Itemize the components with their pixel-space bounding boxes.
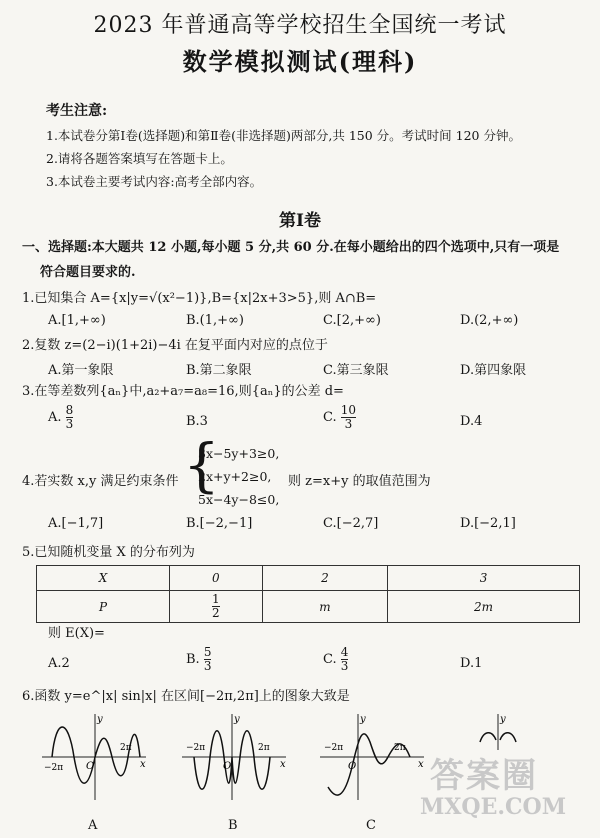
- q4-option-a: A.[−1,7]: [48, 516, 104, 531]
- question-4-tail: 则 z=x+y 的取值范围为: [288, 474, 431, 489]
- graph-c: [318, 712, 428, 802]
- question-4-stem: 4.若实数 x,y 满足约束条件: [22, 474, 179, 489]
- constraint-1: 3x−5y+3≥0,: [198, 446, 280, 461]
- q3-option-c: [323, 404, 356, 431]
- fraction-numerator: 8: [65, 403, 74, 417]
- q1-option-c: C.[2,+∞): [323, 313, 381, 328]
- q2-option-d: D.第四象限: [460, 363, 527, 378]
- q3-option-a-prefix: A.: [48, 410, 62, 425]
- constraint-2: 2x+y+2≥0,: [198, 469, 272, 484]
- q3-option-d: D.4: [460, 414, 483, 429]
- q4-option-d: D.[−2,1]: [460, 516, 516, 531]
- table-cell: 2m: [388, 591, 580, 623]
- table-cell: X: [37, 566, 170, 591]
- q5-option-b-fraction: [204, 646, 212, 673]
- notice-item-1: 1.本试卷分第Ⅰ卷(选择题)和第Ⅱ卷(非选择题)两部分,共 150 分。考试时间 120 分钟。: [46, 128, 521, 143]
- table-cell: P: [37, 591, 170, 623]
- graph-a: [40, 712, 150, 802]
- table-row: [37, 566, 580, 591]
- q5-option-b: [186, 646, 211, 673]
- question-3: 3.在等差数列{aₙ}中,a₂+a₇=a₈=16,则{aₙ}的公差 d=: [22, 384, 344, 399]
- q5-option-d: D.1: [460, 656, 483, 671]
- question-5-expectation: 则 E(X)=: [48, 626, 105, 641]
- q5-option-c: [323, 646, 348, 673]
- q3-option-a: [48, 404, 73, 431]
- fraction-denominator: 2: [212, 606, 220, 620]
- origin-label: O: [348, 761, 357, 772]
- table-cell: 2: [262, 566, 387, 591]
- notice-item-3: 3.本试卷主要考试内容:高考全部内容。: [46, 174, 263, 189]
- table-cell: 0: [170, 566, 263, 591]
- constraint-3: 5x−4y−8≤0,: [198, 492, 280, 507]
- fraction-denominator: 3: [341, 417, 356, 431]
- section-title: 第Ⅰ卷: [279, 211, 321, 231]
- watermark-logo: 答案圈: [430, 756, 538, 796]
- q5-option-a: A.2: [48, 656, 70, 671]
- notice-item-2: 2.请将各题答案填写在答题卡上。: [46, 151, 233, 166]
- fraction-denominator: 3: [340, 659, 349, 673]
- notice-title: 考生注意:: [46, 103, 108, 119]
- question-5: 5.已知随机变量 X 的分布列为: [22, 545, 195, 560]
- q3-option-a-fraction: [66, 404, 74, 431]
- question-6: 6.函数 y=e^|x| sin|x| 在区间[−2π,2π]上的图象大致是: [22, 689, 350, 704]
- pos-2pi-label: 2π: [258, 743, 270, 753]
- x-label: x: [280, 759, 286, 770]
- table-row: [37, 591, 580, 623]
- q3-option-c-prefix: C.: [323, 410, 337, 425]
- q2-option-b: B.第二象限: [186, 363, 252, 378]
- x-label: x: [140, 759, 146, 770]
- brace-icon: {: [183, 431, 220, 499]
- q5-option-c-prefix: C.: [323, 652, 337, 667]
- exam-subtitle: 数学模拟测试(理科): [182, 47, 418, 76]
- curve: [52, 727, 140, 783]
- x-label: x: [418, 759, 424, 770]
- q1-option-b: B.(1,+∞): [186, 313, 244, 328]
- q4-option-c: C.[−2,7]: [323, 516, 379, 531]
- watermark-site: MXQE.COM: [420, 794, 567, 820]
- q4-option-b: B.[−2,−1]: [186, 516, 253, 531]
- origin-label: O: [86, 761, 95, 772]
- fraction-numerator: 1: [212, 592, 220, 606]
- y-label: y: [500, 714, 506, 725]
- graph-c-label: C: [366, 818, 376, 833]
- y-label: y: [97, 714, 103, 725]
- pos-2pi-label: 2π: [394, 743, 406, 753]
- distribution-table: [36, 565, 580, 623]
- fraction-numerator: 4: [340, 645, 349, 659]
- fraction-numerator: 10: [340, 403, 357, 417]
- table-cell: m: [262, 591, 387, 623]
- fraction-denominator: 3: [65, 417, 74, 431]
- fraction-numerator: 5: [203, 645, 212, 659]
- q1-option-d: D.(2,+∞): [460, 313, 519, 328]
- y-label: y: [360, 714, 366, 725]
- p0-fraction: [212, 593, 220, 620]
- q2-option-c: C.第三象限: [323, 363, 389, 378]
- neg-2pi-label: −2π: [186, 743, 206, 753]
- question-1: 1.已知集合 A={x|y=√(x²−1)},B={x|2x+3>5},则 A∩B=: [22, 291, 377, 306]
- table-cell: [170, 591, 263, 623]
- part-instructions-cont: 符合题目要求的.: [40, 265, 136, 280]
- q3-option-b: B.3: [186, 414, 208, 429]
- y-label: y: [234, 714, 240, 725]
- q1-option-a: A.[1,+∞): [48, 313, 106, 328]
- graph-a-label: A: [88, 818, 98, 833]
- graph-b: [180, 712, 290, 802]
- pos-2pi-label: 2π: [120, 743, 132, 753]
- question-2: 2.复数 z=(2−i)(1+2i)−4i 在复平面内对应的点位于: [22, 338, 328, 353]
- graph-d-partial: [470, 712, 530, 752]
- exam-title: 2023 年普通高等学校招生全国统一考试: [93, 13, 507, 38]
- neg-2pi-label: −2π: [324, 743, 344, 753]
- fraction-denominator: 3: [203, 659, 212, 673]
- q5-option-c-fraction: [341, 646, 349, 673]
- neg-2pi-label: −2π: [44, 763, 64, 773]
- q2-option-a: A.第一象限: [48, 363, 114, 378]
- part-instructions: 一、选择题:本大题共 12 小题,每小题 5 分,共 60 分.在每小题给出的四个选项中,只有一项是: [22, 240, 560, 255]
- graph-b-label: B: [228, 818, 238, 833]
- table-cell: 3: [388, 566, 580, 591]
- q3-option-c-fraction: [341, 404, 356, 431]
- q5-option-b-prefix: B.: [186, 652, 200, 667]
- origin-label: O: [223, 761, 232, 772]
